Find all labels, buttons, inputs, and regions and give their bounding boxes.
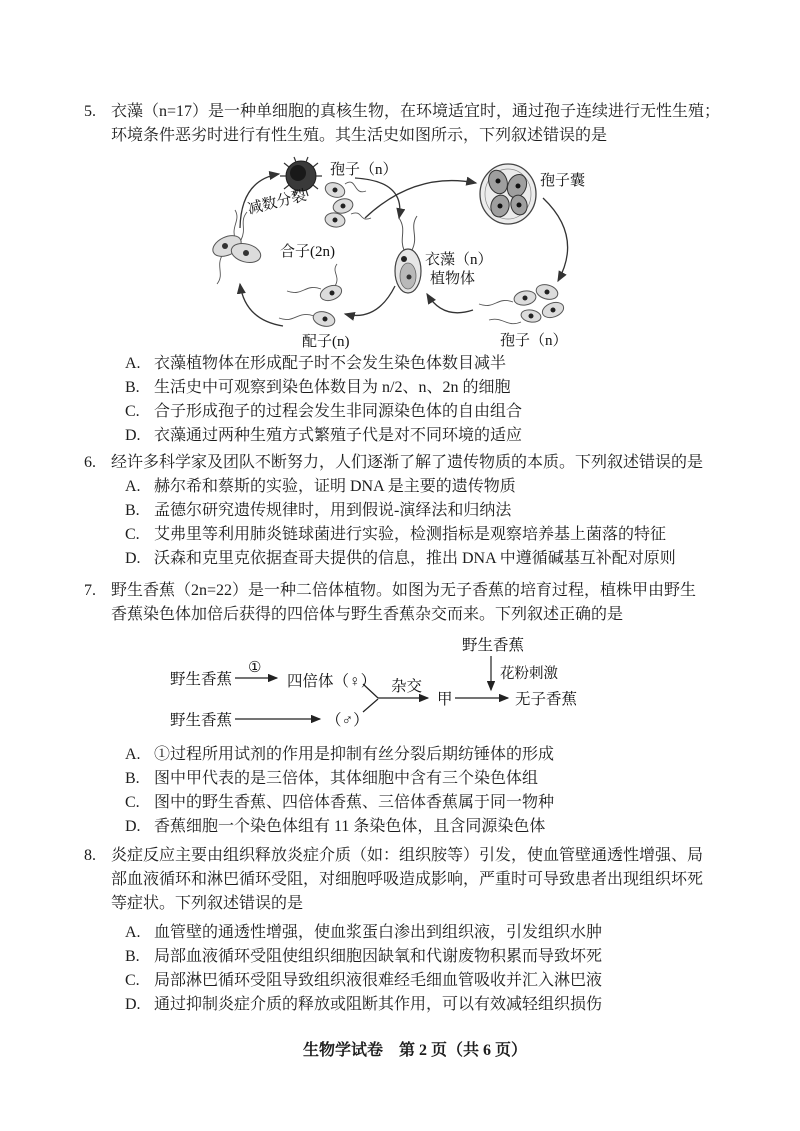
- option-text: 生活史中可观察到染色体数目为 n/2、n、2n 的细胞: [154, 379, 511, 396]
- option-label: B.: [125, 502, 140, 519]
- option-text: 沃森和克里克依据查哥夫提供的信息，推出 DNA 中遵循碱基互补配对原则: [154, 550, 676, 567]
- q7-breeding-flow-svg: [120, 636, 590, 736]
- question-8: [84, 844, 744, 1017]
- question-7-option-b: [125, 767, 744, 791]
- question-5-stem: [84, 100, 744, 148]
- option-label: C.: [125, 403, 140, 420]
- option-text: 通过抑制炎症介质的释放或阻断其作用，可以有效减轻组织损伤: [154, 996, 603, 1013]
- question-8-option-b: [125, 945, 744, 969]
- question-5-options: [84, 352, 744, 448]
- question-6-options: [84, 475, 744, 571]
- zygote-cell-drawing: [210, 210, 263, 284]
- q7-breeding-flow-figure: [120, 636, 590, 736]
- option-label: A.: [125, 924, 141, 941]
- option-label: D.: [125, 996, 141, 1013]
- question-5-number: 5.: [84, 103, 96, 120]
- page-footer: 生物学试卷 第 2 页（共 6 页）: [303, 1042, 528, 1059]
- question-8-option-c: [125, 969, 744, 993]
- label-spore-top: 孢子（n）: [330, 162, 398, 178]
- label-wild-banana-c: 野生香蕉: [462, 637, 525, 654]
- arrow-plantbody-to-sporangium: [365, 181, 476, 218]
- question-7-options: [84, 743, 744, 839]
- option-label: C.: [125, 972, 140, 989]
- label-step-circled-one: ①: [248, 660, 262, 676]
- question-8-options: [84, 921, 744, 1017]
- label-tetraploid-female: 四倍体（♀）: [287, 673, 377, 690]
- question-7-stem: [84, 579, 744, 627]
- question-6-stem-text: [111, 451, 703, 475]
- question-6-stem: [84, 451, 744, 475]
- question-7-option-c: [125, 791, 744, 815]
- question-8-option-a: [125, 921, 744, 945]
- question-7-option-a: [125, 743, 744, 767]
- label-hybridize: 杂交: [391, 678, 423, 695]
- option-label: C.: [125, 526, 140, 543]
- option-text: 血管壁的通透性增强，使血浆蛋白渗出到组织液，引发组织水肿: [154, 924, 603, 941]
- label-sporangium: 孢子囊: [540, 173, 585, 189]
- label-male-parent: （♂）: [326, 712, 369, 729]
- option-text: 孟德尔研究遗传规律时，用到假说-演绎法和归纳法: [154, 502, 512, 519]
- question-7-stem-text: [111, 579, 696, 627]
- exam-content: [84, 100, 744, 1017]
- label-gametes: 配子(n): [302, 334, 350, 350]
- question-6-option-a: [125, 475, 744, 499]
- question-5-option-d: [125, 424, 744, 448]
- question-5-option-c: [125, 400, 744, 424]
- option-text: ①过程所用试剂的作用是抑制有丝分裂后期纺锤体的形成: [154, 746, 555, 763]
- question-6-option-b: [125, 499, 744, 523]
- option-text: 局部血液循环受阻使组织细胞因缺氧和代谢废物积累而导致坏死: [154, 948, 603, 965]
- question-8-number: 8.: [84, 847, 96, 864]
- label-spore-bottom: 孢子（n）: [500, 333, 568, 349]
- question-8-option-d: [125, 993, 744, 1017]
- question-8-stem-line-1: 炎症反应主要由组织释放炎症介质（如：组织胺等）引发，使血管壁通透性增强、局: [111, 847, 704, 864]
- question-6-option-c: [125, 523, 744, 547]
- label-meiosis: 减数分裂: [246, 187, 309, 218]
- option-text: 赫尔希和蔡斯的实验，证明 DNA 是主要的遗传物质: [154, 478, 516, 495]
- question-5-stem-line-1: 衣藻（n=17）是一种单细胞的真核生物，在环境适宜时，通过孢子连续进行无性生殖；: [111, 103, 721, 120]
- question-7-stem-line-2: 香蕉染色体加倍后获得的四倍体与野生香蕉杂交而来。下列叙述正确的是: [111, 606, 624, 623]
- spore-cells-top-drawing: [323, 180, 371, 229]
- arrow-gametes-to-zygote: [240, 284, 283, 326]
- question-6-number: 6.: [84, 454, 96, 471]
- option-text: 艾弗里等利用肺炎链球菌进行实验，检测指标是观察培养基上菌落的特征: [154, 526, 667, 543]
- question-8-stem-line-3: 等症状。下列叙述错误的是: [111, 895, 304, 912]
- option-label: D.: [125, 427, 141, 444]
- option-text: 局部淋巴循环受阻导致组织液很难经毛细血管吸收并汇入淋巴液: [154, 972, 603, 989]
- label-zygote: 合子(2n): [280, 244, 335, 260]
- arrow-spores-to-plantbody: [427, 294, 473, 313]
- arrow-sporangium-to-spores: [543, 198, 568, 281]
- label-seedless-banana: 无子香蕉: [515, 691, 578, 708]
- option-label: B.: [125, 948, 140, 965]
- question-6: [84, 451, 744, 571]
- option-text: 图中的野生香蕉、四倍体香蕉、三倍体香蕉属于同一物种: [154, 794, 555, 811]
- arrow-plantbody-to-gametes: [345, 286, 395, 315]
- option-label: D.: [125, 550, 141, 567]
- label-wild-banana-b: 野生香蕉: [170, 712, 233, 729]
- label-pollen-stimulus: 花粉刺激: [500, 666, 558, 682]
- label-wild-banana-a: 野生香蕉: [170, 671, 233, 688]
- arrow-spore-to-plantbody: [355, 178, 400, 218]
- option-text: 衣藻通过两种生殖方式繁殖子代是对不同环境的适应: [154, 427, 523, 444]
- gamete-cells-drawing: [279, 264, 344, 329]
- question-5-stem-line-2: 环境条件恶劣时进行有性生殖。其生活史如图所示，下列叙述错误的是: [111, 127, 608, 144]
- option-text: 香蕉细胞一个染色体组有 11 条染色体，且含同源染色体: [154, 818, 546, 835]
- sporangium-drawing: [480, 164, 536, 224]
- question-7-number: 7.: [84, 582, 96, 599]
- label-plant-jia: 甲: [437, 691, 453, 708]
- question-6-stem-line-1: 经许多科学家及团队不断努力，人们逐渐了解了遗传物质的本质。下列叙述错误的是: [111, 454, 704, 471]
- question-5-stem-text: [111, 100, 720, 148]
- question-8-stem-text: [111, 844, 703, 916]
- label-algae-line2: 植物体: [430, 271, 476, 287]
- question-5-option-b: [125, 376, 744, 400]
- option-label: D.: [125, 818, 141, 835]
- label-algae-line1: 衣藻（n）: [425, 252, 493, 268]
- option-label: C.: [125, 794, 140, 811]
- question-8-stem: [84, 844, 744, 916]
- question-7: [84, 579, 744, 839]
- option-label: B.: [125, 770, 140, 787]
- option-label: A.: [125, 355, 141, 372]
- option-label: B.: [125, 379, 140, 396]
- option-text: 图中甲代表的是三倍体，其体细胞中含有三个染色体组: [154, 770, 539, 787]
- q5-life-cycle-svg: [185, 156, 585, 352]
- question-7-stem-line-1: 野生香蕉（2n=22）是一种二倍体植物。如图为无子香蕉的培育过程，植株甲由野生: [111, 582, 697, 599]
- option-text: 合子形成孢子的过程会发生非同源染色体的自由组合: [154, 403, 523, 420]
- question-8-stem-line-2: 部血液循环和淋巴循环受阻，对细胞呼吸造成影响，严重时可导致患者出现组织坏死: [111, 871, 704, 888]
- spore-cells-bottom-drawing: [479, 282, 566, 323]
- question-5: [84, 100, 744, 448]
- option-label: A.: [125, 478, 141, 495]
- option-text: 衣藻植物体在形成配子时不会发生染色体数目减半: [154, 355, 507, 372]
- q5-life-cycle-figure: [185, 156, 585, 352]
- plant-body-drawing: [395, 216, 421, 293]
- question-5-option-a: [125, 352, 744, 376]
- option-label: A.: [125, 746, 141, 763]
- question-7-option-d: [125, 815, 744, 839]
- question-6-option-d: [125, 547, 744, 571]
